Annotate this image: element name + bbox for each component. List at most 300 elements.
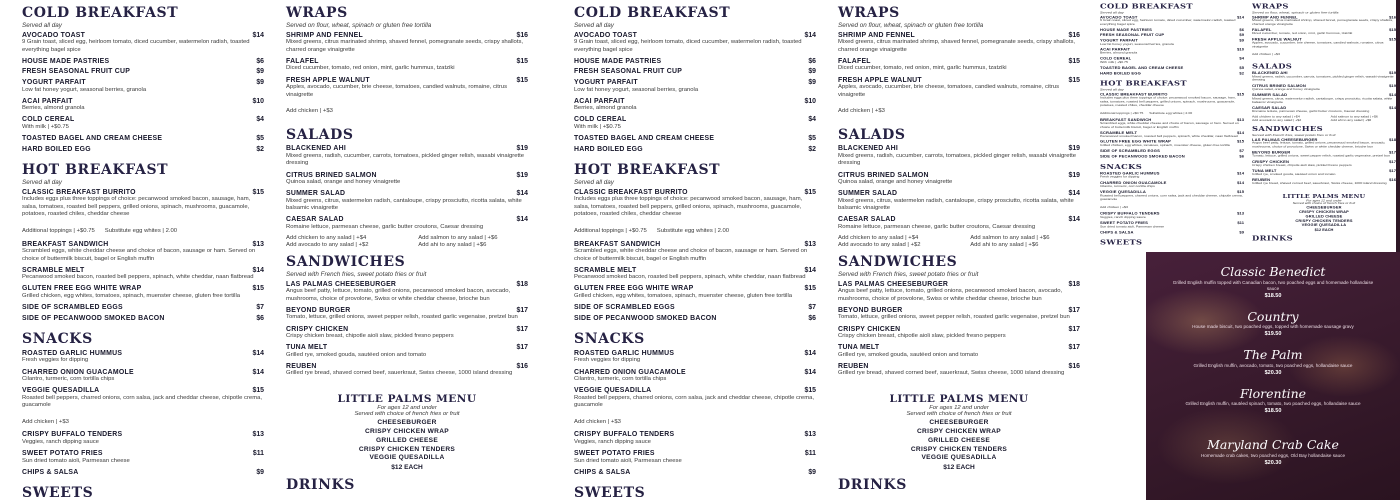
menu-item-description: Angus beef patty, lettuce, tomato, grilled onions, pecanwood smoked bacon, avocado, mushrooms, choice of provolone, Swiss or white cheddar cheese, brioche bun xyxy=(1252,141,1386,149)
section-footnote: Add chicken to any salad | +$4 xyxy=(286,235,367,242)
menu-item-price: $9 xyxy=(256,68,264,76)
menu-item-name: GLUTEN FREE EGG WHITE WRAP xyxy=(574,285,694,293)
menu-item-name: CLASSIC BREAKFAST BURRITO xyxy=(22,188,136,196)
menu-item-line xyxy=(22,285,264,292)
menu-item-note: Substitute egg whites | 2.00 xyxy=(1149,112,1193,116)
menu-item-name: AVOCADO TOAST xyxy=(1100,15,1138,20)
menu-item-line xyxy=(286,326,528,333)
menu-item xyxy=(574,387,816,428)
menu-item-description: Quinoa salad, orange and honey vinaigrette xyxy=(1252,88,1321,92)
menu-item-description: Veggies, ranch dipping sauce xyxy=(1100,215,1146,219)
menu-item-name: VEGGIE QUESADILLA xyxy=(1100,190,1147,195)
menu-item-line xyxy=(574,431,816,438)
benedict-name: Florentine xyxy=(1239,385,1307,401)
kids-menu-box xyxy=(290,393,524,470)
menu-item-name: VEGGIE QUESADILLA xyxy=(22,387,100,395)
menu-item xyxy=(22,315,264,322)
menu-item-line xyxy=(22,98,264,105)
menu-item xyxy=(574,32,816,55)
menu-item-line xyxy=(574,146,816,153)
menu-item-description: Diced cucumber, tomato, red onion, mint, garlic hummus, tzatziki xyxy=(286,65,455,72)
menu-item-line xyxy=(574,68,816,75)
kids-menu-price: $12 EACH xyxy=(943,463,975,471)
menu-item-price: $19 xyxy=(1068,171,1080,179)
menu-item-description: Cilantro, turmeric, corn tortilla chips xyxy=(574,376,667,383)
menu-item-line xyxy=(22,387,264,394)
menu-item-price: $14 xyxy=(252,266,264,274)
menu-item-name: CAESAR SALAD xyxy=(286,216,344,224)
menu-section xyxy=(574,486,816,500)
section-title: DRINKS xyxy=(1252,234,1294,243)
menu-section xyxy=(1252,126,1396,188)
menu-item-line xyxy=(574,304,816,311)
menu-item-price: $14 xyxy=(1237,181,1244,185)
menu-item xyxy=(22,304,264,311)
menu-item-description: Sun dried tomato aioli, Parmesan cheese xyxy=(574,457,682,464)
benedict-item xyxy=(1146,348,1400,376)
section-title: WRAPS xyxy=(286,5,348,21)
menu-item-name: SIDE OF SCRAMBLED EGGS xyxy=(1100,149,1161,154)
kids-menu-item: CRISPY CHICKEN TENDERS xyxy=(910,445,1008,453)
menu-item-description: With milk | +$0.75 xyxy=(574,123,621,130)
menu-item-line xyxy=(22,450,264,457)
menu-item-description: Grilled chicken, egg whites, tomatoes, spinach, muenster cheese, gluten free tortilla xyxy=(574,292,793,299)
menu-item-line xyxy=(22,304,264,311)
menu-item-name: CLASSIC BREAKFAST BURRITO xyxy=(574,188,688,196)
menu-item xyxy=(838,363,1080,378)
menu-section xyxy=(286,255,528,381)
menu-item-name: SIDE OF PECANWOOD SMOKED BACON xyxy=(22,314,165,322)
menu-item xyxy=(1252,151,1396,158)
menu-item-line xyxy=(286,77,528,84)
mini-page-2 xyxy=(1252,3,1397,251)
menu-item-line xyxy=(574,315,816,322)
menu-item-price: $17 xyxy=(1389,169,1396,173)
menu-item-description: Mixed greens, citrus, watermelon radish, cantaloupe, crispy prosciutto, ricotta salata, white balsamic vinaigrette xyxy=(1252,97,1393,104)
menu-column-a xyxy=(1100,3,1244,251)
menu-item-description: Crispy chicken breast, chipotle aioli slaw, pickled fresno peppers xyxy=(838,333,1006,340)
menu-item-price: $13 xyxy=(252,431,264,439)
menu-item-price: $6 xyxy=(256,57,264,65)
menu-item-description: Sun dried tomato aioli, Parmesan cheese xyxy=(22,457,130,464)
section-title: SNACKS xyxy=(574,331,645,348)
menu-item xyxy=(574,350,816,365)
menu-item-description: Pecanwood smoked bacon, roasted bell peppers, spinach, white cheddar, naan flatbread xyxy=(22,274,254,281)
menu-item-line xyxy=(22,135,264,142)
benedict-name: Country xyxy=(1247,308,1299,324)
menu-item-name: CITRUS BRINED SALMON xyxy=(286,171,377,179)
section-footnotes xyxy=(838,235,1080,248)
menu-item-note: Add chicken | +$3 xyxy=(286,108,333,115)
menu-item-line xyxy=(838,32,1080,39)
kids-menu-item: CRISPY CHICKEN TENDERS xyxy=(358,445,456,453)
section-footnotes xyxy=(286,235,528,248)
menu-item xyxy=(1100,39,1244,46)
menu-item-line xyxy=(22,431,264,438)
menu-item xyxy=(574,285,816,300)
menu-item-name: CHARRED ONION GUACAMOLE xyxy=(1100,181,1167,185)
menu-item xyxy=(22,116,264,131)
menu-item-price: $10 xyxy=(252,97,264,105)
mini-page-1-content xyxy=(1100,3,1244,251)
menu-item-name: SUMMER SALAD xyxy=(1252,93,1288,98)
menu-item-line xyxy=(1100,72,1244,75)
menu-item-price: $15 xyxy=(1068,76,1080,84)
menu-item-description: Roasted bell peppers, charred onions, corn salsa, jack and cheddar cheese, chipotle crema, guacamole xyxy=(1100,194,1243,201)
section-items xyxy=(838,145,1080,248)
section-items xyxy=(1100,16,1244,75)
menu-item-line xyxy=(22,79,264,86)
section-footnote: Add ahi to any salad | +$6 xyxy=(970,242,1039,249)
menu-item xyxy=(1252,16,1396,27)
menu-item xyxy=(1100,155,1244,158)
menu-item-name: ACAI PARFAIT xyxy=(1100,48,1131,52)
menu-item-price: $9 xyxy=(1239,33,1244,38)
menu-item-price: $9 xyxy=(1239,38,1244,43)
menu-item-name: CITRUS BRINED SALMON xyxy=(838,171,929,179)
benedict-price: $20.30 xyxy=(1264,459,1282,466)
menu-item-line xyxy=(22,350,264,357)
section-footnote: Add salmon to any salad | +$6 xyxy=(1330,115,1378,119)
menu-item-price: $15 xyxy=(1389,37,1396,42)
menu-item-price: $5 xyxy=(1239,66,1244,70)
menu-item-description: Mixed greens, citrus marinated shrimp, shaved fennel, pomegranate seeds, crispy shallots, charred orange vinaigrette xyxy=(286,39,524,53)
menu-section xyxy=(1252,63,1396,122)
menu-item-name: SUMMER SALAD xyxy=(286,190,346,198)
menu-item-line xyxy=(286,216,528,223)
section-title: COLD BREAKFAST xyxy=(1100,3,1193,11)
section-subtitle: Served with French fries, sweet potato fries or fruit xyxy=(1252,133,1336,137)
menu-item xyxy=(1252,138,1396,149)
section-footnote: Add avocado to any salad | +$2 xyxy=(838,242,921,249)
menu-item-price: $7 xyxy=(808,304,816,312)
menu-item-name: REUBEN xyxy=(286,362,317,370)
section-title: SALADS xyxy=(1252,62,1293,71)
section-title: HOT BREAKFAST xyxy=(1100,79,1187,88)
menu-item-price: $14 xyxy=(1389,93,1396,98)
kids-menu-subtitle: Served with choice of french fries or fruit xyxy=(354,411,460,418)
menu-item-price: $13 xyxy=(804,431,816,439)
menu-item-price: $5 xyxy=(808,134,816,142)
menu-item-price: $6 xyxy=(1239,154,1244,159)
menu-item-price: $2 xyxy=(256,145,264,153)
kids-menu-item: VEGGIE QUESADILLA xyxy=(369,454,445,462)
menu-section xyxy=(286,6,528,121)
menu-item-line xyxy=(838,344,1080,351)
menu-item-description: Tomato, lettuce, grilled onions, sweet pepper relish, roasted garlic vegenaise, pretzel bun xyxy=(286,314,518,321)
menu-item-description: Tomato, lettuce, grilled onions, sweet pepper relish, roasted garlic vegenaise, pretzel bun xyxy=(838,314,1070,321)
menu-item-name: REUBEN xyxy=(1252,178,1271,183)
menu-item xyxy=(1100,150,1244,153)
menu-item-name: CAESAR SALAD xyxy=(1252,106,1287,110)
section-title: HOT BREAKFAST xyxy=(22,162,169,179)
menu-item-line xyxy=(1100,66,1244,69)
menu-item-price: $14 xyxy=(252,368,264,376)
menu-item-name: SIDE OF SCRAMBLED EGGS xyxy=(22,304,123,312)
menu-item xyxy=(22,387,264,428)
menu-item xyxy=(1100,231,1244,234)
menu-item xyxy=(286,172,528,187)
menu-item-description: Cilantro, turmeric, corn tortilla chips xyxy=(22,376,115,383)
menu-item-name: CRISPY CHICKEN xyxy=(1252,160,1290,164)
menu-item xyxy=(1252,160,1396,167)
section-title: SANDWICHES xyxy=(286,254,406,271)
menu-item-line xyxy=(286,190,528,197)
menu-item-price: $4 xyxy=(808,116,816,124)
menu-item-price: $6 xyxy=(1239,28,1244,32)
kids-menu-subtitle: For ages 12 and under xyxy=(1306,199,1342,203)
section-footnote: Add avocado to any salad | +$2 xyxy=(286,242,369,249)
menu-item-line xyxy=(574,189,816,196)
benedict-item xyxy=(1146,265,1400,299)
menu-item-name: BREAKFAST SANDWICH xyxy=(22,240,109,248)
kids-menu-price: $12 EACH xyxy=(391,463,423,471)
menu-item-price: $15 xyxy=(804,188,816,196)
menu-item-line xyxy=(574,241,816,248)
menu-item xyxy=(838,344,1080,359)
menu-item-name: ACAI PARFAIT xyxy=(574,97,625,105)
section-subtitle: Served on flour, wheat, spinach or gluten free tortilla xyxy=(838,21,984,29)
menu-item-name: FRESH APPLE WALNUT xyxy=(286,76,370,84)
menu-item-line xyxy=(286,281,528,288)
menu-item-name: TOASTED BAGEL AND CREAM CHEESE xyxy=(1100,66,1184,70)
menu-section xyxy=(22,486,264,500)
menu-item-name: FRESH APPLE WALNUT xyxy=(838,76,922,84)
menu-item-name: SCRAMBLE MELT xyxy=(574,266,637,274)
menu-item-name: HARD BOILED EGG xyxy=(574,145,643,153)
menu-item-price: $17 xyxy=(1068,344,1080,352)
menu-item-name: CRISPY CHICKEN xyxy=(286,325,349,333)
menu-item-line xyxy=(1100,29,1244,32)
menu-item-name: HARD BOILED EGG xyxy=(22,145,91,153)
menu-item xyxy=(22,68,264,75)
section-title: SNACKS xyxy=(1100,163,1143,171)
menu-item-name: HARD BOILED EGG xyxy=(1100,71,1141,76)
menu-item xyxy=(574,469,816,476)
menu-item-price: $17 xyxy=(516,325,528,333)
section-subtitle: Served with French fries, sweet potato fries or fruit xyxy=(838,270,979,278)
menu-item xyxy=(1252,107,1396,114)
menu-item-name: CRISPY BUFFALO TENDERS xyxy=(574,431,675,439)
menu-item-price: $9 xyxy=(256,468,264,476)
menu-item-description: With milk | +$0.75 xyxy=(22,123,69,130)
menu-item xyxy=(838,77,1080,118)
menu-item-price: $16 xyxy=(516,362,528,370)
menu-item xyxy=(574,315,816,322)
kids-menu-item: CHEESEBURGER xyxy=(377,419,437,427)
menu-item-price: $19 xyxy=(1389,84,1396,88)
menu-item-line xyxy=(838,58,1080,65)
menu-item-name: GLUTEN FREE EGG WHITE WRAP xyxy=(22,285,142,293)
menu-item xyxy=(286,344,528,359)
menu-section xyxy=(1252,3,1396,59)
menu-item-description: Includes eggs plus three toppings of choice: pecanwood smoked bacon, sausage, ham, salsa, tomatoes, roasted bell peppers, grilled onions, spinach, mushrooms, guacamole, potatoes, roasted chiles, cheddar cheese xyxy=(22,196,251,218)
benedict-price: $18.50 xyxy=(1264,408,1282,415)
menu-item-name: VEGGIE QUESADILLA xyxy=(574,387,652,395)
menu-item-price: $9 xyxy=(808,68,816,76)
menu-item-description: Fresh veggies for dipping xyxy=(22,357,89,364)
section-title: SWEETS xyxy=(22,485,94,500)
menu-item-description: Grilled rye bread, shaved corned beef, sauerkraut, Swiss cheese, 1000 island dressing xyxy=(838,370,1065,377)
menu-item-note: Add chicken | +$3 xyxy=(838,108,885,115)
menu-item-price: $15 xyxy=(516,76,528,84)
menu-item-price: $15 xyxy=(1237,92,1244,97)
menu-item-price: $17 xyxy=(1068,306,1080,314)
menu-item-line xyxy=(574,116,816,123)
menu-item xyxy=(1252,29,1396,36)
benedict-description: House made biscuit, two poached eggs, topped with homemade sausage gravy xyxy=(1192,324,1354,330)
menu-item-price: $17 xyxy=(1389,151,1396,155)
kids-menu-item: GRILLED CHEESE xyxy=(1305,214,1343,219)
section-subtitle: Served on flour, wheat, spinach or gluten free tortilla xyxy=(286,21,432,29)
menu-item xyxy=(22,135,264,142)
menu-item-line xyxy=(574,58,816,65)
menu-item-line xyxy=(22,189,264,196)
menu-item xyxy=(838,216,1080,231)
menu-item xyxy=(574,304,816,311)
menu-item-name: TUNA MELT xyxy=(286,344,328,352)
menu-item-name: LAS PALMAS CHEESEBURGER xyxy=(838,280,949,288)
menu-item xyxy=(22,285,264,300)
kids-menu-price: $12 EACH xyxy=(1314,228,1334,232)
menu-item-name: TUNA MELT xyxy=(1252,169,1277,173)
menu-item-name: AVOCADO TOAST xyxy=(574,31,638,39)
menu-item-name: LAS PALMAS CHEESEBURGER xyxy=(1252,138,1318,142)
menu-item-price: $5 xyxy=(256,134,264,142)
menu-item-line xyxy=(574,285,816,292)
section-items xyxy=(1100,172,1244,234)
menu-section xyxy=(1252,235,1396,244)
menu-item xyxy=(574,116,816,131)
menu-item xyxy=(1100,172,1244,179)
menu-item-name: YOGURT PARFAIT xyxy=(22,79,86,87)
menu-item-price: $10 xyxy=(1237,48,1244,52)
menu-item-name: ROASTED GARLIC HUMMUS xyxy=(574,349,675,357)
menu-item-name: SCRAMBLE MELT xyxy=(22,266,85,274)
menu-item xyxy=(1100,212,1244,219)
menu-item-price: $13 xyxy=(804,240,816,248)
menu-item-price: $17 xyxy=(1389,160,1396,164)
menu-item-line xyxy=(838,307,1080,314)
menu-item-price: $18 xyxy=(1068,280,1080,288)
menu-item-description: Apples, avocado, cucumber, brie cheese, tomatoes, candied walnuts, romaine, citrus vinaigrette xyxy=(286,84,508,98)
menu-item-description: Mixed greens, radish, cucumber, carrots, tomatoes, pickled ginger relish, wasabi vinaigrette dressing xyxy=(838,152,1077,167)
menu-item-line xyxy=(838,190,1080,197)
kids-menu-subtitle: For ages 12 and under xyxy=(377,405,437,412)
menu-item-name: SWEET POTATO FRIES xyxy=(22,450,103,458)
section-subtitle: Served all day xyxy=(22,21,62,29)
section-title: SALADS xyxy=(286,126,354,143)
menu-item-price: $2 xyxy=(1239,71,1244,76)
menu-item-description: Grilled rye, smoked gouda, sautéed onion and tomato xyxy=(1252,173,1336,177)
menu-item-price: $14 xyxy=(516,190,528,198)
section-items xyxy=(286,145,528,248)
section-title: DRINKS xyxy=(286,476,355,493)
kids-menu-item: CRISPY CHICKEN WRAP xyxy=(917,428,1001,436)
section-items xyxy=(838,32,1080,117)
menu-item-name: AVOCADO TOAST xyxy=(22,31,86,39)
menu-item xyxy=(286,281,528,304)
menu-item-name: SUMMER SALAD xyxy=(838,190,898,198)
menu-item-price: $15 xyxy=(804,285,816,293)
kids-menu-title: LITTLE PALMS MENU xyxy=(889,393,1029,406)
menu-item-name: BREAKFAST SANDWICH xyxy=(574,240,661,248)
menu-item xyxy=(838,58,1080,73)
menu-item-line xyxy=(574,387,816,394)
benedicts-photo-panel xyxy=(1146,252,1400,500)
menu-item-description: Low fat honey yogurt, seasonal berries, granola xyxy=(574,86,699,93)
menu-item-price: $14 xyxy=(804,31,816,39)
menu-item-price: $15 xyxy=(1237,140,1244,144)
menu-item-price: $13 xyxy=(1237,118,1244,122)
menu-section xyxy=(574,163,816,325)
menu-item-price: $15 xyxy=(252,387,264,395)
menu-item xyxy=(22,469,264,476)
section-items xyxy=(1252,138,1396,186)
menu-item xyxy=(22,369,264,384)
menu-item xyxy=(1100,34,1244,37)
menu-item xyxy=(1100,221,1244,228)
section-items xyxy=(574,189,816,322)
menu-item-line xyxy=(838,172,1080,179)
menu-item-name: FALAFEL xyxy=(1252,28,1272,32)
section-items xyxy=(574,350,816,476)
menu-item xyxy=(286,326,528,341)
menu-item-name: SWEET POTATO FRIES xyxy=(1100,221,1149,225)
menu-item-description: Includes eggs plus three toppings of choice: pecanwood smoked bacon, sausage, ham, salsa, tomatoes, roasted bell peppers, grilled onions, spinach, mushrooms, guacamole, potatoes, roasted chiles, cheddar cheese xyxy=(574,196,803,218)
menu-item-name: FRESH SEASONAL FRUIT CUP xyxy=(1100,33,1165,38)
section-title: SANDWICHES xyxy=(1252,125,1324,133)
menu-item-note: Substitute egg whites | 2.00 xyxy=(656,228,730,234)
benedict-item xyxy=(1146,310,1400,338)
menu-column-b xyxy=(1252,3,1396,247)
menu-column-a xyxy=(574,6,816,500)
menu-item-description: Scrambled eggs, white cheddar cheese and choice of bacon, sausage or ham. Served on choice of buttermilk biscuit, bagel or English muffin xyxy=(574,248,808,262)
menu-item-name: SIDE OF SCRAMBLED EGGS xyxy=(574,304,675,312)
photo-edge-strip xyxy=(1396,0,1400,252)
menu-item-description: Mixed greens, citrus marinated shrimp, shaved fennel, pomegranate seeds, crispy shallots, charred orange vinaigrette xyxy=(1252,19,1394,26)
menu-item-price: $15 xyxy=(252,285,264,293)
menu-item-line xyxy=(1100,155,1244,158)
menu-item-line xyxy=(22,68,264,75)
menu-item xyxy=(838,190,1080,213)
kids-menu-item: GRILLED CHEESE xyxy=(375,436,439,444)
kids-menu-item: CHEESEBURGER xyxy=(1306,206,1342,210)
menu-item-description: Mixed greens, radish, cucumber, carrots, tomatoes, pickled ginger relish, wasabi vinaigrette dressing xyxy=(286,152,525,167)
menu-item-note: Additional toppings | +$0.75 xyxy=(1100,112,1144,116)
menu-item-price: $9 xyxy=(808,468,816,476)
menu-item-name: ACAI PARFAIT xyxy=(22,97,73,105)
menu-item xyxy=(1252,94,1396,105)
menu-item xyxy=(286,363,528,378)
section-items xyxy=(22,189,264,322)
menu-item-price: $7 xyxy=(256,304,264,312)
menu-item-name: BEYOND BURGER xyxy=(1252,151,1291,155)
menu-item-name: BEYOND BURGER xyxy=(838,306,903,314)
benedict-item xyxy=(1146,438,1400,466)
menu-item xyxy=(1100,191,1244,211)
section-items xyxy=(1252,72,1396,123)
menu-item xyxy=(286,190,528,213)
menu-item-description: Scrambled eggs, white cheddar cheese and choice of bacon, sausage or ham. Served on choice of buttermilk biscuit, bagel or English muffin xyxy=(22,248,256,262)
menu-item-name: COLD CEREAL xyxy=(574,116,627,124)
menu-item xyxy=(1100,66,1244,69)
menu-item-price: $15 xyxy=(252,188,264,196)
section-title: SWEETS xyxy=(574,485,646,500)
menu-item-line xyxy=(22,315,264,322)
kids-menu-box xyxy=(1254,194,1393,232)
menu-item xyxy=(574,189,816,237)
